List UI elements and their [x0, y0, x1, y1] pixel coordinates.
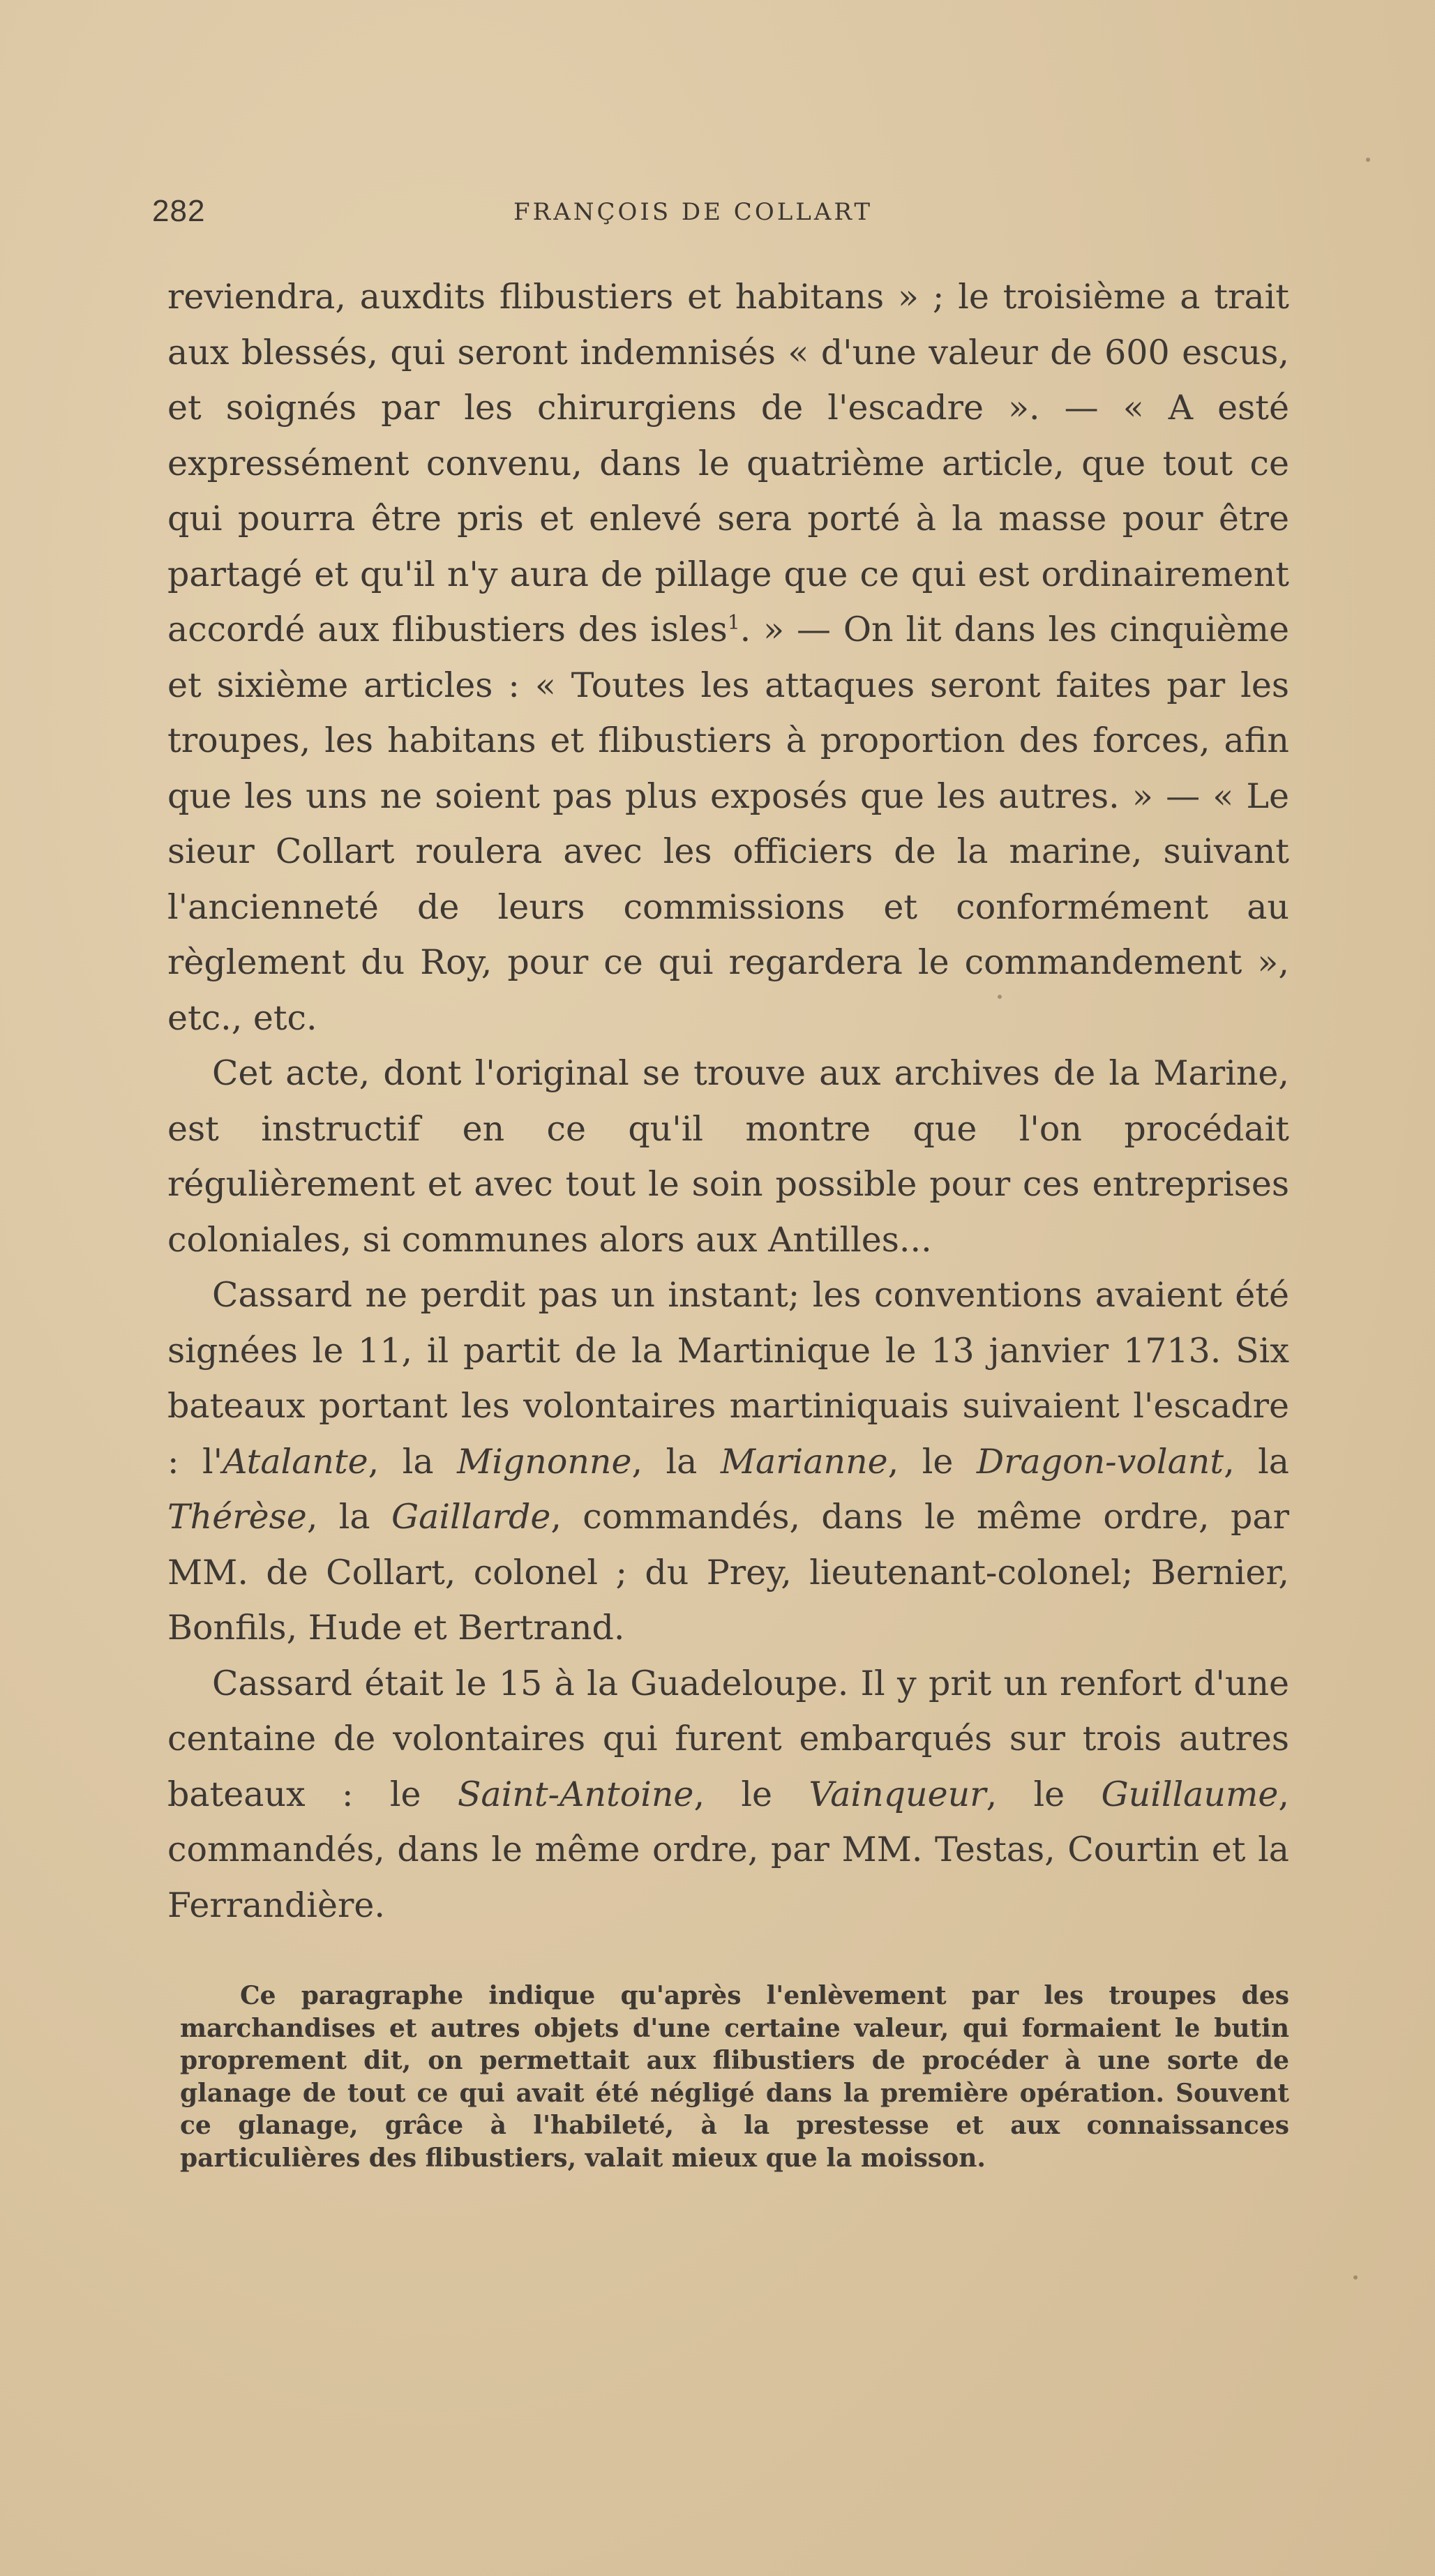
paragraph-4-text-a: Cassard était le 15 à la Guadeloupe. Il y prit un renfort d'une centaine de volontaires qui furent embarqués sur trois autres bateaux : le — [167, 1663, 1289, 1814]
footnote-reference: 1 — [727, 610, 740, 634]
paragraph-4 — [167, 1656, 1289, 1934]
separator: , la — [1224, 1441, 1289, 1482]
ship-name: Atalante — [223, 1441, 368, 1482]
paragraph-1-text-a: reviendra, auxdits flibustiers et habitans » ; le troisième a trait aux blessés, qui seront indemnisés « d'une valeur de 600 escus, et soignés par les chirurgiens de l'escadre ». — « A esté expressément convenu, dans le quatrième article, que tout ce qui pourra être pris et enlevé sera porté à la masse pour être partagé et qu'il n'y aura de pillage que ce qui est ordinairement accordé aux flibustiers des isles — [167, 277, 1289, 649]
separator: , la — [306, 1497, 391, 1537]
ship-name: Saint-Antoine — [457, 1774, 694, 1814]
paragraph-4-text-b: , commandés, dans le même ordre, par MM. Testas, Courtin et la Ferrandière. — [167, 1774, 1289, 1925]
separator: , la — [368, 1441, 458, 1482]
page-number: 282 — [152, 194, 206, 228]
main-text — [167, 269, 1289, 1933]
ship-name: Vainqueur — [809, 1774, 986, 1814]
ship-name: Dragon-volant — [976, 1441, 1224, 1482]
paragraph-2: Cet acte, dont l'original se trouve aux archives de la Marine, est instructif en ce qu'il montre que l'on procédait régulièrement et avec tout le soin possible pour ces entreprises coloniales, si communes alors aux Antilles... — [167, 1053, 1289, 1260]
paper-speck — [1353, 2275, 1358, 2280]
separator: , la — [631, 1441, 721, 1482]
ship-name: Marianne — [720, 1441, 888, 1482]
paragraph-1 — [167, 269, 1289, 1046]
ship-name: Guillaume — [1101, 1774, 1279, 1814]
footnote-text: Ce paragraphe indique qu'après l'enlèvement par les troupes des marchandises et autres objets d'une certaine valeur, qui formaient le butin proprement dit, on permettait aux flibustiers de procéder à une sorte de glanage de tout ce qui avait été négligé dans la première opération. Souvent ce glanage, grâce à l'habileté, à la prestesse et aux connaissances particulières des flibustiers, valait mieux que la moisson. — [180, 1981, 1289, 2173]
ship-name: Thérèse — [167, 1497, 307, 1537]
ship-name: Gaillarde — [391, 1497, 551, 1537]
paper-speck — [1366, 158, 1370, 162]
paper-speck — [998, 995, 1002, 999]
paragraph-3-text-a: Cassard ne perdit pas un instant; les conventions avaient été signées le 11, il partit de la Martinique le 13 janvier 1713. Six bateaux portant les volontaires martiniquais suivaient l'escadre : l' — [167, 1275, 1289, 1482]
paragraph-3-text-b: , commandés, dans le même ordre, par MM. de Collart, colonel ; du Prey, lieutenant-colonel; Bernier, Bonfils, Hude et Bertrand. — [167, 1497, 1289, 1648]
ship-name: Mignonne — [457, 1441, 632, 1482]
running-title: FRANÇOIS DE COLLART — [513, 198, 873, 226]
separator: , le — [693, 1774, 809, 1814]
paragraph-3 — [167, 1267, 1289, 1656]
running-head — [152, 194, 1275, 236]
separator: , le — [986, 1774, 1102, 1814]
separator: , le — [887, 1441, 977, 1482]
paragraph-1-text-b: . » — On lit dans les cinquième et sixième articles : « Toutes les attaques seront faites par les troupes, les habitans et flibustiers à proportion des forces, afin que les uns ne soient pas plus exposés que les autres. » — « Le sieur Collart roulera avec les officiers de la marine, suivant l'ancienneté de leurs commissions et conformément au règlement du Roy, pour ce qui regardera le commandement », etc., etc. — [167, 610, 1289, 1038]
footnote — [180, 1980, 1289, 2174]
